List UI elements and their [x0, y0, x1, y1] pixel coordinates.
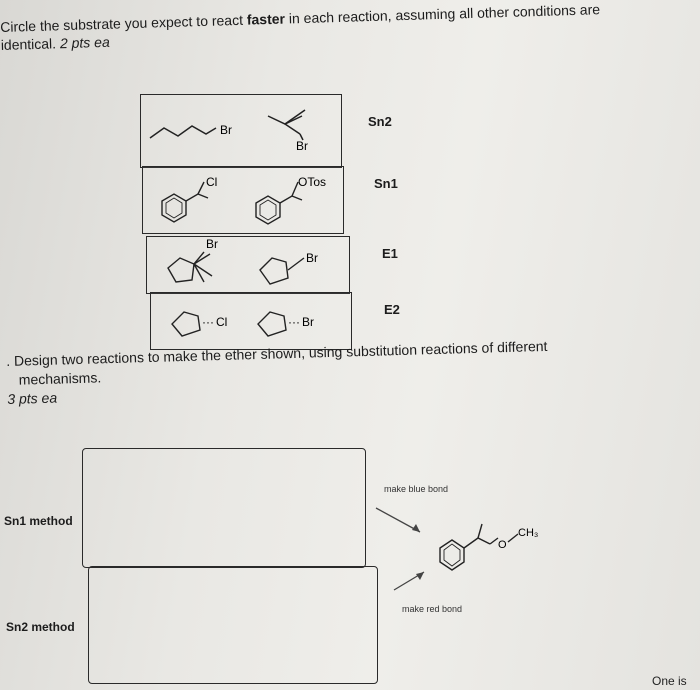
sn1-structures: [142, 166, 346, 234]
blue-bond-note: make blue bond: [384, 484, 449, 494]
sn2-left-br: Br: [220, 123, 232, 137]
red-bond-note: make red bond: [402, 604, 463, 614]
ether-product-structure: [370, 494, 580, 604]
sn2-method-label: Sn2 method: [6, 620, 75, 634]
cut-off-text: One is: [652, 674, 687, 688]
oxygen-label: O: [498, 539, 507, 551]
e1-structures: [146, 236, 352, 294]
sn2-method-box[interactable]: [88, 566, 378, 684]
q2-points: 3 pts ea: [7, 389, 58, 407]
q2-line2: mechanisms.: [18, 369, 102, 388]
sn1-label: Sn1: [374, 176, 398, 191]
methyl-label: CH₃: [518, 527, 539, 539]
e2-left-cl: Cl: [216, 315, 228, 329]
q1-text-2: in each reaction, assuming all other conditions are: [284, 1, 601, 27]
q2-line1: Design two reactions to make the ether shown, using substitution reactions of different: [13, 337, 548, 369]
sn2-structures: [140, 94, 342, 168]
sn1-method-box[interactable]: [82, 448, 366, 568]
e1-left-br: Br: [206, 237, 218, 251]
q1-emphasis: faster: [246, 10, 286, 28]
sn1-method-label: Sn1 method: [4, 514, 73, 528]
sn2-label: Sn2: [368, 114, 392, 129]
e2-structures: [150, 292, 354, 350]
e2-right-br: Br: [302, 315, 314, 329]
question-2: [6, 335, 617, 409]
sn1-right-otos: OTos: [298, 175, 327, 189]
question-1: [0, 0, 661, 54]
sn2-right-br: Br: [296, 139, 308, 153]
q1-points: 2 pts ea: [59, 33, 110, 52]
svg-text:···: ···: [288, 315, 300, 329]
sn1-left-cl: Cl: [206, 175, 218, 189]
svg-text:···: ···: [202, 315, 214, 329]
q1-text: Circle the substrate you expect to react: [0, 11, 248, 35]
q1-line2: identical.: [0, 35, 61, 53]
e1-right-br: Br: [306, 251, 318, 265]
e1-label: E1: [382, 246, 398, 261]
e2-label: E2: [384, 302, 400, 317]
q2-bullet: .: [6, 352, 11, 369]
